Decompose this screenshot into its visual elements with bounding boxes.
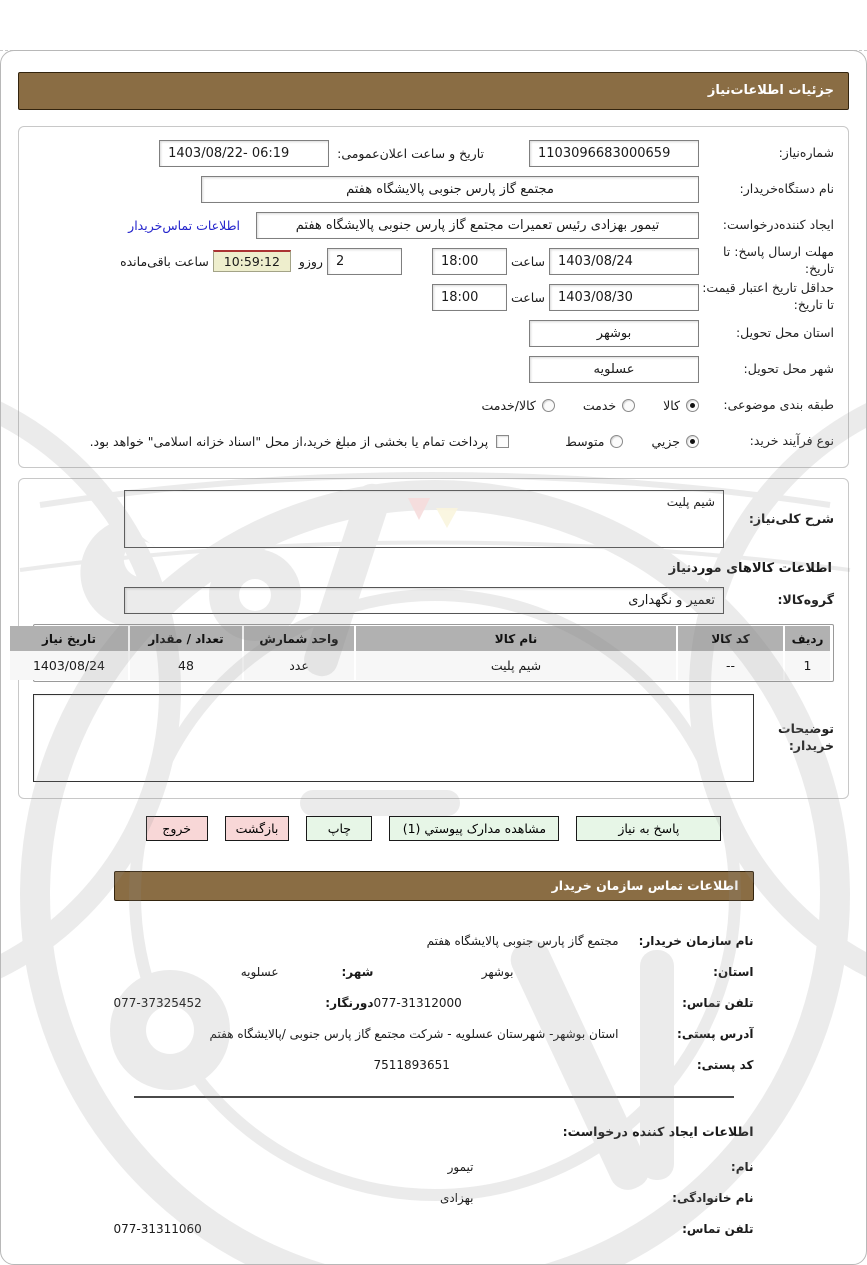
buyer-notes-textarea[interactable]: [33, 694, 754, 782]
creator-phone-label: تلفن تماس:: [682, 1221, 754, 1236]
cell-unit: عدد: [244, 651, 354, 680]
purchase-process-label: نوع فرآیند خرید:: [749, 432, 834, 448]
row-goods-group: [33, 584, 834, 616]
row-need-description: [33, 487, 834, 551]
section-header-need-details: [18, 72, 849, 110]
items-table-header-row: [10, 626, 830, 651]
delivery-province-label: استان محل تحویل:: [735, 324, 834, 340]
postal-code-value: 7511893651: [373, 1057, 450, 1072]
radio-goods-service[interactable]: [542, 399, 555, 412]
creator-info-heading: اطلاعات ایجاد کننده درخواست:: [562, 1124, 754, 1139]
row-postal-code: [114, 1049, 754, 1080]
respond-to-need-button[interactable]: پاسخ به نیاز: [576, 816, 721, 841]
radio-goods[interactable]: [686, 399, 699, 412]
cell-need-date: 1403/08/24: [10, 651, 128, 680]
phone-label: تلفن تماس:: [682, 995, 754, 1010]
row-first-name: [114, 1151, 754, 1182]
request-creator-label: ایجاد کننده‌درخواست:: [722, 216, 834, 232]
radio-service[interactable]: [622, 399, 635, 412]
remaining-hours-label: ساعت باقی‌مانده: [120, 253, 209, 269]
need-details-panel: [18, 126, 849, 468]
hour-label: ساعت: [510, 289, 545, 305]
row-province-city: [114, 956, 754, 987]
need-number-field[interactable]: 1103096683000659: [529, 140, 699, 167]
table-row: [10, 651, 830, 680]
need-description-label: شرح کلی‌نیاز:: [748, 510, 834, 526]
first-name-value: تیمور: [447, 1159, 474, 1174]
delivery-city-label: شهر محل تحویل:: [743, 360, 834, 376]
request-creator-field[interactable]: تیمور بهزادی رئیس تعمیرات مجتمع گاز پارس جنوبی پالایشگاه هفتم: [256, 212, 699, 239]
days-and-label: روزو: [298, 253, 323, 269]
creator-info-block: [114, 1151, 754, 1244]
buyer-org-field[interactable]: مجتمع گاز پارس جنوبی پالایشگاه هفتم: [201, 176, 699, 203]
print-button[interactable]: چاپ: [306, 816, 372, 841]
announce-datetime-field[interactable]: 1403/08/22- 06:19: [159, 140, 329, 167]
buyer-contact-block: [114, 925, 754, 1080]
goods-group-label: گروه‌کالا:: [777, 591, 834, 607]
cell-item-name: شیم پلیت: [356, 651, 676, 680]
phone-value: 077-31312000: [373, 995, 462, 1010]
row-subject-category: [33, 387, 834, 423]
row-buyer-org: [33, 171, 834, 207]
radio-service-label: خدمت: [582, 397, 617, 413]
row-purchase-process: [33, 423, 834, 459]
view-attachments-button[interactable]: مشاهده مدارک پیوستي (1): [389, 816, 559, 841]
goods-group-field[interactable]: تعمیر و نگهداری: [124, 587, 724, 614]
reply-deadline-time-field[interactable]: 18:00: [432, 248, 507, 275]
fax-label: دورنگار:: [325, 995, 374, 1010]
row-last-name: [114, 1182, 754, 1213]
radio-minor[interactable]: [686, 435, 699, 448]
city-label: شهر:: [341, 964, 374, 979]
first-name-label: نام:: [730, 1159, 754, 1174]
items-table: [33, 624, 834, 682]
last-name-label: نام خانوادگی:: [672, 1190, 754, 1205]
price-validity-label: حداقل تاریخ اعتبار قیمت: تا تاریخ:: [702, 280, 834, 312]
countdown-timer: 10:59:12: [213, 250, 291, 272]
delivery-city-field[interactable]: عسلویه: [529, 356, 699, 383]
row-phone-fax: [114, 987, 754, 1018]
col-unit: واحد شمارش: [244, 626, 354, 651]
province-label: استان:: [713, 964, 754, 979]
top-divider: [0, 50, 867, 51]
exit-button[interactable]: خروج: [146, 816, 208, 841]
col-item-name: نام کالا: [356, 626, 676, 651]
items-heading: اطلاعات کالاهای موردنیاز: [668, 561, 832, 576]
cell-quantity: 48: [130, 651, 242, 680]
buyer-notes-label: توضیحات خریدار:: [778, 721, 834, 753]
row-creator-phone: [114, 1213, 754, 1244]
action-buttons: [0, 816, 867, 841]
need-description-panel: [18, 478, 849, 799]
section-header-buyer-contact: [114, 871, 754, 901]
province-value: بوشهر: [481, 964, 514, 979]
radio-goods-service-label: کالا/خدمت: [481, 397, 536, 413]
radio-medium-label: متوسط: [565, 433, 605, 449]
row-buyer-notes: [33, 692, 834, 784]
buyer-contact-link[interactable]: اطلاعات تماس‌خریدار: [128, 217, 240, 233]
treasury-checkbox[interactable]: [496, 435, 509, 448]
cell-row-number: 1: [785, 651, 830, 680]
last-name-value: بهزادی: [439, 1190, 474, 1205]
org-name-label: نام سازمان خریدار:: [638, 933, 754, 948]
remaining-days-field[interactable]: 2: [327, 248, 402, 275]
address-label: آدرس پستی:: [677, 1026, 754, 1041]
row-need-number: [33, 135, 834, 171]
section-title: جزئیات اطلاعات‌نیاز: [707, 83, 834, 98]
row-org-name: [114, 925, 754, 956]
price-validity-time-field[interactable]: 18:00: [432, 284, 507, 311]
reply-deadline-date-field[interactable]: 1403/08/24: [549, 248, 699, 275]
reply-deadline-label: مهلت ارسال پاسخ: تا تاریخ:: [723, 244, 834, 276]
row-address: [114, 1018, 754, 1049]
contact-divider: [134, 1096, 734, 1098]
org-name-value: مجتمع گاز پارس جنوبی پالایشگاه هفتم: [426, 933, 619, 948]
city-value: عسلویه: [240, 964, 279, 979]
treasury-checkbox-label: پرداخت تمام یا بخشی از مبلغ خرید،از محل "اسناد خزانه اسلامی" خواهد بود.: [89, 433, 489, 449]
radio-minor-label: جزیي: [651, 433, 680, 449]
row-request-creator: [33, 207, 834, 243]
need-number-label: شماره‌نیاز:: [778, 144, 834, 160]
procurement-need-page: [0, 50, 867, 1265]
fax-value: 077-37325452: [113, 995, 202, 1010]
row-delivery-city: [33, 351, 834, 387]
col-need-date: تاریخ نیاز: [10, 626, 128, 651]
back-button[interactable]: بازگشت: [225, 816, 290, 841]
section-title: اطلاعات تماس سازمان خریدار: [551, 878, 739, 893]
creator-phone-value: 077-31311060: [113, 1221, 202, 1236]
radio-medium[interactable]: [610, 435, 623, 448]
subject-category-label: طبقه بندی موضوعی:: [723, 396, 834, 412]
hour-label: ساعت: [510, 253, 545, 269]
buyer-org-label: نام دستگاه‌خریدار:: [739, 180, 834, 196]
row-delivery-province: [33, 315, 834, 351]
row-reply-deadline: [33, 243, 834, 279]
address-value: استان بوشهر- شهرستان عسلویه - شرکت مجتمع گاز پارس جنوبی /پالایشگاه هفتم: [209, 1026, 619, 1041]
col-item-code: کد کالا: [678, 626, 783, 651]
postal-code-label: کد پستی:: [696, 1057, 754, 1072]
delivery-province-field[interactable]: بوشهر: [529, 320, 699, 347]
row-price-validity: [33, 279, 834, 315]
need-description-textarea[interactable]: شیم پلیت: [124, 490, 724, 548]
col-quantity: تعداد / مقدار: [130, 626, 242, 651]
col-row-number: ردیف: [785, 626, 830, 651]
announce-label: تاریخ و ساعت اعلان‌عمومی:: [337, 145, 484, 161]
price-validity-date-field[interactable]: 1403/08/30: [549, 284, 699, 311]
radio-goods-label: کالا: [663, 397, 680, 413]
cell-item-code: --: [678, 651, 783, 680]
